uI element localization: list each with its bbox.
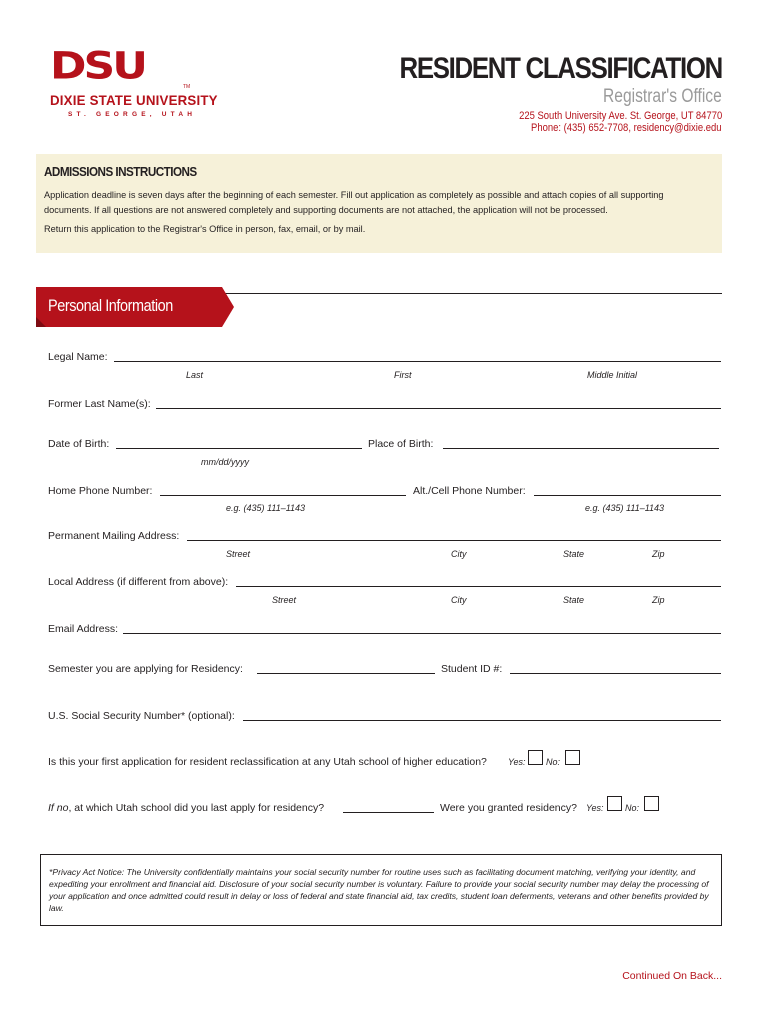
last-school-question-text: , at which Utah school did you last apply for residency? — [68, 802, 325, 814]
student-id-field[interactable] — [510, 673, 721, 674]
granted-residency-question: Were you granted residency? — [440, 802, 577, 814]
privacy-act-notice — [40, 854, 722, 926]
dsu-logo — [50, 44, 218, 123]
legal-name-label: Legal Name: — [48, 351, 108, 363]
semester-label: Semester you are applying for Residency: — [48, 663, 243, 675]
logo-abbr: DSU — [50, 44, 145, 88]
middle-initial-hint: Middle Initial — [587, 370, 638, 380]
alt-phone-label: Alt./Cell Phone Number: — [413, 485, 526, 497]
office-address: 225 South University Ave. St. George, UT 84770 — [518, 110, 722, 122]
local-state-hint: State — [563, 595, 585, 605]
home-phone-label: Home Phone Number: — [48, 485, 153, 497]
permanent-address-field[interactable] — [187, 540, 721, 541]
local-address-label: Local Address (if different from above): — [48, 576, 229, 588]
legal-name-field[interactable] — [114, 361, 721, 362]
email-label: Email Address: — [48, 623, 119, 635]
logo-location: ST. GEORGE, UTAH — [68, 111, 197, 118]
continued-on-back: Continued On Back... — [622, 970, 722, 982]
local-city-hint: City — [451, 595, 467, 605]
privacy-notice-text: *Privacy Act Notice: The University confidentially maintains your social security number for routine uses such as facilitating document matching, verifying your identity, and expediting your enrollment and financial aid. Disclosure of your social security number is voluntary. Failure to provide your social security number may delay the processing of your application and once admitted could result in delay or loss of federal and state financial aid, tax credits, student loan deferments, veterans and other benefits provided by law. — [49, 867, 709, 913]
home-phone-field[interactable] — [160, 495, 406, 496]
last-school-question — [48, 802, 324, 814]
ssn-label: U.S. Social Security Number* (optional): — [48, 710, 235, 722]
granted-no-label: No: — [625, 803, 640, 813]
permanent-city-hint: City — [451, 549, 467, 559]
last-school-field[interactable] — [343, 812, 434, 813]
student-id-label: Student ID #: — [441, 663, 503, 675]
first-app-yes-checkbox[interactable] — [528, 750, 543, 765]
office-name: Registrar's Office — [603, 86, 722, 107]
admissions-instructions-box — [36, 154, 722, 253]
dob-format-hint: mm/dd/yyyy — [201, 457, 250, 467]
home-phone-hint: e.g. (435) 111–1143 — [226, 503, 306, 513]
email-field[interactable] — [123, 633, 721, 634]
place-of-birth-field[interactable] — [443, 448, 719, 449]
semester-field[interactable] — [257, 673, 435, 674]
document-title: RESIDENT CLASSIFICATION — [399, 52, 722, 85]
instructions-paragraph-2: Return this application to the Registrar's Office in person, fax, email, or by mail. — [44, 224, 366, 234]
local-zip-hint: Zip — [652, 595, 665, 605]
ssn-field[interactable] — [243, 720, 721, 721]
instructions-paragraph-1: Application deadline is seven days after the beginning of each semester. Fill out application as completely as possible and attach copies of all supporting documents. If all questions are not answered completely and supporting documents are not attached, the application will not be processed. — [44, 190, 664, 215]
former-last-name-field[interactable] — [156, 408, 721, 409]
first-name-hint: First — [394, 370, 412, 380]
dob-label: Date of Birth: — [48, 438, 110, 450]
first-application-question: Is this your first application for resident reclassification at any Utah school of higher education? — [48, 756, 487, 768]
alt-phone-field[interactable] — [534, 495, 721, 496]
granted-no-checkbox[interactable] — [644, 796, 659, 811]
dob-field[interactable] — [116, 448, 362, 449]
place-of-birth-label: Place of Birth: — [368, 438, 434, 450]
last-name-hint: Last — [186, 370, 204, 380]
logo-trademark: TM — [183, 84, 191, 90]
permanent-zip-hint: Zip — [652, 549, 665, 559]
logo-university-name: DIXIE STATE UNIVERSITY — [50, 92, 218, 108]
granted-yes-label: Yes: — [586, 803, 604, 813]
former-last-name-label: Former Last Name(s): — [48, 398, 151, 410]
section-banner — [36, 287, 234, 327]
section-title: Personal Information — [48, 296, 173, 315]
local-street-hint: Street — [272, 595, 297, 605]
first-app-no-checkbox[interactable] — [565, 750, 580, 765]
permanent-street-hint: Street — [226, 549, 251, 559]
local-address-field[interactable] — [236, 586, 721, 587]
alt-phone-hint: e.g. (435) 111–1143 — [585, 503, 665, 513]
first-app-yes-label: Yes: — [508, 757, 526, 767]
if-no-prefix: If no — [48, 802, 69, 814]
granted-yes-checkbox[interactable] — [607, 796, 622, 811]
instructions-heading: ADMISSIONS INSTRUCTIONS — [44, 164, 197, 179]
office-contact: Phone: (435) 652-7708, residency@dixie.edu — [531, 122, 722, 134]
permanent-address-label: Permanent Mailing Address: — [48, 530, 180, 542]
first-app-no-label: No: — [546, 757, 561, 767]
permanent-state-hint: State — [563, 549, 585, 559]
